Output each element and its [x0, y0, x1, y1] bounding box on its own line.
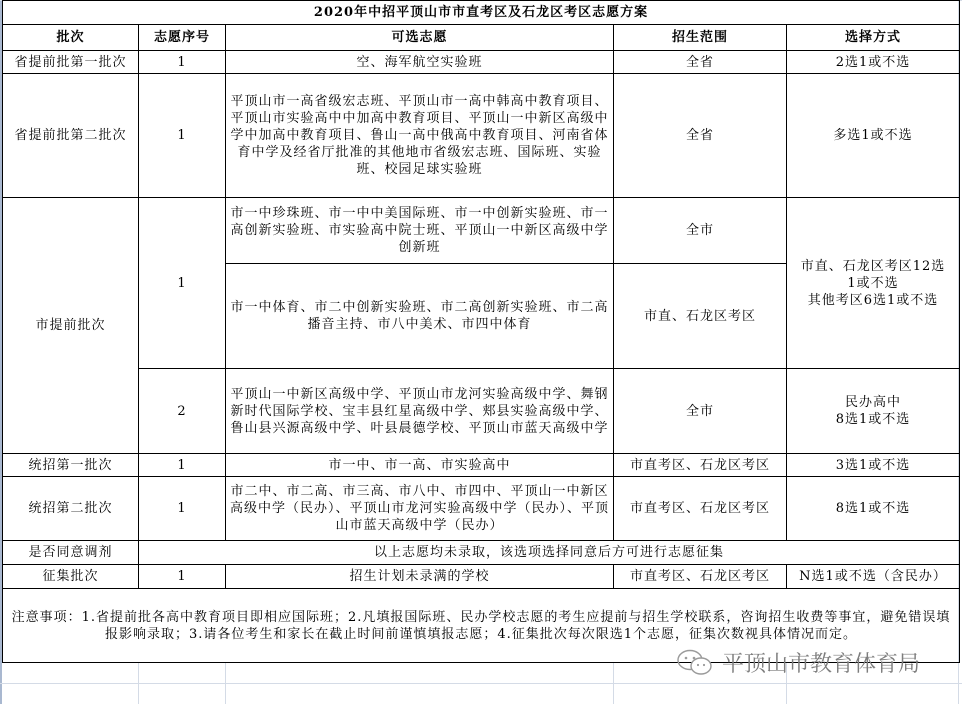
cell-scope: 市直考区、石龙区考区 [614, 477, 787, 541]
cell-seq: 1 [139, 74, 226, 198]
cell-scope: 全市 [614, 198, 787, 264]
cell-batch: 市提前批次 [3, 198, 139, 454]
header-scope: 招生范围 [614, 25, 787, 51]
method-line: 其他考区6选1或不选 [807, 292, 939, 308]
cell-method: 多选1或不选 [787, 74, 960, 198]
cell-batch: 统招第二批次 [3, 477, 139, 541]
header-method: 选择方式 [787, 25, 960, 51]
cell-batch: 省提前批第一批次 [3, 51, 139, 74]
method-line: 民办高中 [845, 395, 902, 410]
cell-seq: 1 [139, 565, 226, 589]
cell-batch: 征集批次 [3, 565, 139, 589]
table-row [3, 51, 960, 74]
cell-adjust-note: 以上志愿均未录取，该选项选择同意后方可进行志愿征集 [139, 541, 960, 565]
cell-method: 8选1或不选 [787, 477, 960, 541]
header-batch: 批次 [3, 25, 139, 51]
cell-scope: 全市 [614, 369, 787, 454]
cell-batch: 省提前批第二批次 [3, 74, 139, 198]
method-line: 市直、石龙区考区12选 [800, 258, 946, 274]
cell-options: 市二中、市二高、市三高、市八中、市四中、平顶山一中新区高级中学（民办）、平顶山市龙河实验高级中学（民办）、平顶山市蓝天高级中学（民办） [226, 477, 614, 541]
method-line: 1或不选 [847, 275, 899, 291]
header-options: 可选志愿 [226, 25, 614, 51]
cell-batch: 统招第一批次 [3, 454, 139, 477]
cell-batch: 是否同意调剂 [3, 541, 139, 565]
admission-plan-table [2, 0, 960, 663]
watermark [676, 647, 920, 678]
cell-seq: 1 [139, 51, 226, 74]
notes: 注意事项：1.省提前批各高中教育项目即相应国际班；2.凡填报国际班、民办学校志愿的考生应提前与招生学校联系，咨询招生收费等事宜，避免错误填报影响录取；3.请各位考生和家长在截止时间前谨慎填报志愿；4.征集批次每次限选1个志愿，征集次数视具体情况而定。 [3, 589, 960, 663]
cell-method: 2选1或不选 [787, 51, 960, 74]
cell-options: 市一中、市一高、市实验高中 [226, 454, 614, 477]
method-line: 8选1或不选 [835, 412, 911, 427]
sheet-title: 2020年中招平顶山市市直考区及石龙区考区志愿方案 [3, 1, 960, 25]
cell-scope: 市直、石龙区考区 [614, 264, 787, 369]
grid-line [0, 683, 962, 684]
cell-method: 3选1或不选 [787, 454, 960, 477]
cell-method: N选1或不选（含民办） [787, 565, 960, 589]
table-row [3, 198, 960, 264]
header-seq: 志愿序号 [139, 25, 226, 51]
cell-seq: 1 [139, 454, 226, 477]
table-row [3, 454, 960, 477]
wechat-icon [676, 649, 716, 677]
cell-scope: 全省 [614, 74, 787, 198]
cell-method [787, 369, 960, 454]
cell-seq: 1 [139, 198, 226, 369]
cell-options: 平顶山一中新区高级中学、平顶山市龙河实验高级中学、舞钢新时代国际学校、宝丰县红星高级中学、郏县实验高级中学、鲁山县兴源高级中学、叶县晨德学校、平顶山市蓝天高级中学 [226, 369, 614, 454]
cell-method [787, 198, 960, 369]
cell-seq: 1 [139, 477, 226, 541]
cell-options: 空、海军航空实验班 [226, 51, 614, 74]
table-row [3, 565, 960, 589]
cell-options: 平顶山市一高省级宏志班、平顶山市一高中韩高中教育项目、平顶山市实验高中中加高中教育项目、平顶山一中新区高级中学中加高中教育项目、鲁山一高中俄高中教育项目、河南省体育中学及经省厅批准的其他地市省级宏志班、国际班、实验班、校园足球实验班 [226, 74, 614, 198]
cell-scope: 全省 [614, 51, 787, 74]
table-row [3, 541, 960, 565]
watermark-text: 平顶山市教育体育局 [722, 652, 921, 677]
cell-scope: 市直考区、石龙区考区 [614, 565, 787, 589]
cell-options: 市一中珍珠班、市一中中美国际班、市一中创新实验班、市一高创新实验班、市实验高中院士班、平顶山一中新区高级中学创新班 [226, 198, 614, 264]
table-row [3, 477, 960, 541]
table-row [3, 369, 960, 454]
cell-scope: 市直考区、石龙区考区 [614, 454, 787, 477]
table-row [3, 74, 960, 198]
cell-seq: 2 [139, 369, 226, 454]
cell-options: 市一中体育、市二中创新实验班、市二高创新实验班、市二高播音主持、市八中美术、市四中体育 [226, 264, 614, 369]
cell-options: 招生计划未录满的学校 [226, 565, 614, 589]
